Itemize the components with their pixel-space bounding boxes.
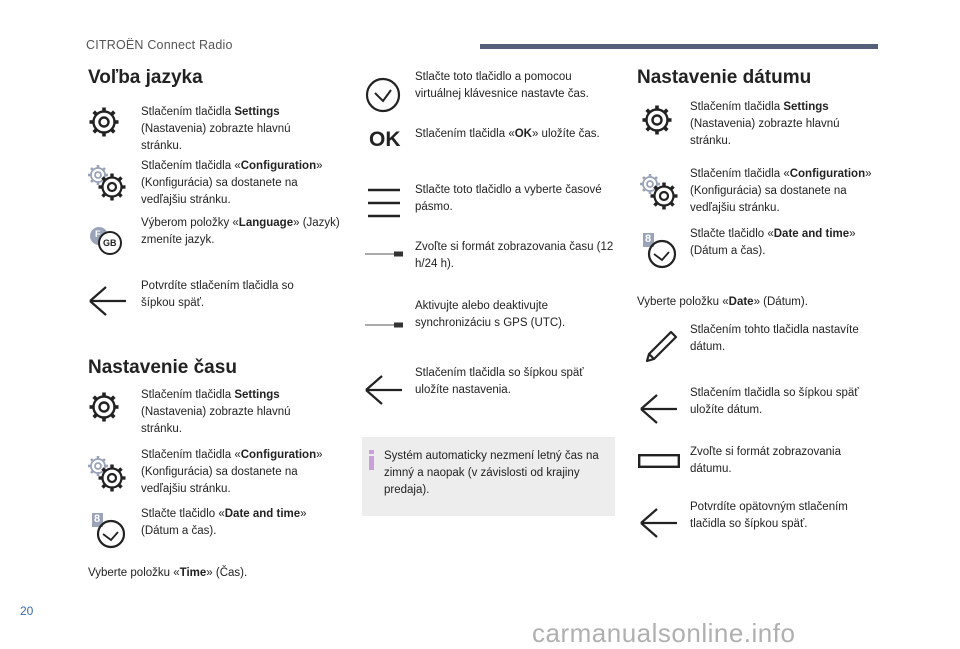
date-step-set-date: Stlačením tohto tlačidla nastavíte dátum. — [690, 324, 859, 353]
date-step-settings: Stlačením tlačidla Settings (Nastavenia) zobrazte hlavnú stránku. — [690, 101, 840, 147]
toggle-box-icon — [638, 454, 680, 468]
date-time-clock-icon: 8 — [643, 233, 679, 269]
info-note-text: Systém automaticky nezmení letný čas na zimný a naopak (v závislosti od krajiny predaja). — [384, 450, 599, 496]
settings-icon — [87, 105, 121, 139]
back-arrow-icon — [639, 507, 679, 539]
time-step-format: Zvoľte si formát zobrazovania času (12 h/24 h). — [415, 241, 614, 270]
time-step-ok: Stlačením tlačidla «OK» uložíte čas. — [415, 128, 600, 140]
time-step-configuration: Stlačením tlačidla «Configuration» (Konfigurácia) sa dostanete na vedľajšiu stránku. — [141, 449, 323, 495]
checkmark-icon — [364, 76, 402, 114]
date-step-date-and-time: Stlačte tlačidlo «Date and time» (Dátum a čas). — [690, 228, 856, 257]
configuration-icon — [637, 172, 681, 212]
time-step-settings: Stlačením tlačidla Settings (Nastavenia) zobrazte hlavnú stránku. — [141, 389, 291, 435]
header-title: CITROËN Connect Radio — [86, 38, 233, 52]
time-step-save: Stlačením tlačidla so šípkou späť uložíte nastavenia. — [415, 367, 584, 396]
back-arrow-icon — [639, 393, 679, 425]
watermark: carmanualsonline.info — [532, 618, 796, 648]
back-arrow-icon — [88, 285, 128, 317]
page-number: 20 — [20, 604, 34, 618]
section-title-language: Voľba jazyka — [88, 67, 203, 88]
time-step-date-and-time: Stlačte tlačidlo «Date and time» (Dátum a čas). — [141, 508, 307, 537]
header-bar — [480, 44, 878, 49]
settings-icon — [87, 390, 121, 424]
time-step-gps-sync: Aktivujte alebo deaktivujte synchronizáciu s GPS (UTC). — [415, 300, 566, 329]
time-step-timezone: Stlačte toto tlačidlo a vyberte časové pásmo. — [415, 184, 602, 213]
date-select-line: Vyberte položku «Date» (Dátum). — [637, 296, 808, 308]
configuration-icon — [85, 454, 129, 494]
date-time-clock-icon: 8 — [92, 513, 128, 549]
back-arrow-icon — [364, 374, 404, 406]
section-title-time: Nastavenie času — [88, 357, 237, 378]
date-step-configuration: Stlačením tlačidla «Configuration» (Konfigurácia) sa dostanete na vedľajšiu stránku. — [690, 168, 872, 214]
section-title-date: Nastavenie dátumu — [637, 67, 812, 88]
language-step-configuration: Stlačením tlačidla «Configuration» (Konfigurácia) sa dostanete na vedľajšiu stránku. — [141, 160, 323, 206]
date-step-save: Stlačením tlačidla so šípkou späť uložíte dátum. — [690, 387, 859, 416]
time-select-line: Vyberte položku «Time» (Čas). — [88, 567, 248, 579]
info-note — [362, 437, 615, 516]
date-step-format: Zvoľte si formát zobrazovania dátumu. — [690, 446, 841, 475]
language-step-confirm: Potvrdíte stlačením tlačidla so šípkou späť. — [141, 280, 294, 309]
date-step-confirm: Potvrdíte opätovným stlačením tlačidla so šípkou späť. — [690, 501, 848, 530]
language-fr-gb-icon: F GB — [88, 226, 124, 256]
configuration-icon — [85, 163, 129, 203]
language-step-select: Výberom položky «Language» (Jazyk) zmeníte jazyk. — [141, 217, 340, 246]
settings-icon — [640, 103, 674, 137]
pencil-icon — [643, 329, 679, 365]
time-step-keyboard: Stlačte toto tlačidlo a pomocou virtuálnej klávesnice nastavte čas. — [415, 71, 589, 100]
info-icon — [369, 450, 374, 470]
menu-list-icon — [366, 186, 402, 220]
language-step-settings: Stlačením tlačidla Settings (Nastavenia) zobrazte hlavnú stránku. — [141, 106, 291, 152]
ok-icon: OK — [369, 128, 401, 151]
toggle-slider-icon — [364, 320, 404, 330]
toggle-slider-icon — [364, 249, 404, 259]
